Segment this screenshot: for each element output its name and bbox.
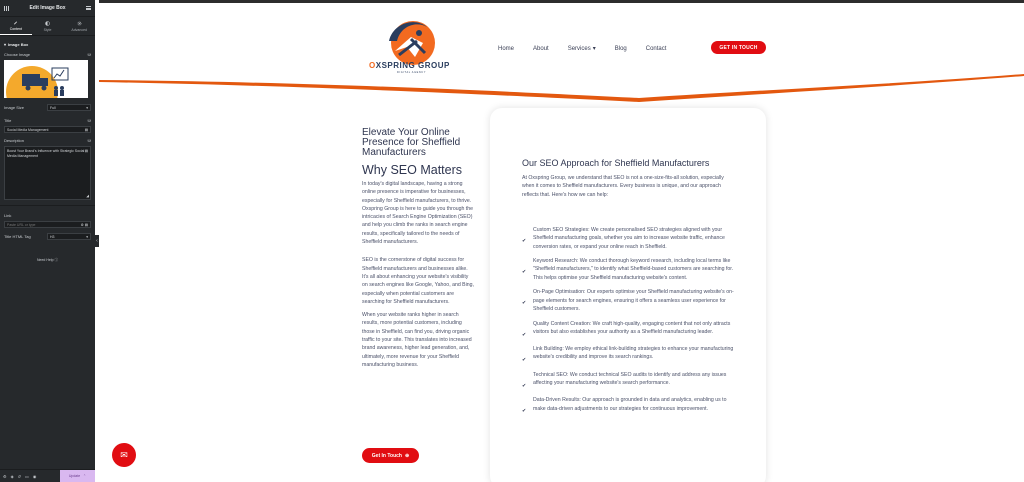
description-label: Description	[4, 138, 25, 143]
list-item-text: Data-Driven Results: Our approach is grounded in data and analytics, enabling us to make data-driven adjustments to our strategies for continuous improvement.	[533, 397, 727, 412]
nav-contact[interactable]: Contact	[645, 45, 667, 52]
panel-tabs	[0, 17, 95, 36]
list-item	[522, 288, 737, 313]
section-subheading: Why SEO Matters	[362, 163, 463, 177]
chat-widget-button[interactable]	[112, 443, 136, 467]
description-textarea[interactable]	[4, 146, 91, 200]
menu-icon[interactable]	[86, 6, 91, 10]
responsive-icon[interactable]: ▭	[25, 473, 29, 479]
title-label: Title	[4, 118, 12, 123]
section-title: Image Box	[8, 42, 29, 47]
list-item-text: Custom SEO Strategies: We create personalised SEO strategies aligned with your Sheffield manufacturing goals, whether you aim to increase website traffic, enhance conversion rates, or expand your online reach in Sheffield.	[533, 227, 725, 250]
need-help-label: Need Help	[36, 258, 54, 262]
intro-paragraph: When your website ranks higher in search results, more potential customers, including those in Sheffield, can find you, driving organic traffic to your site. This translates into increased brand awareness, higher lead generation, and, ultimately, more revenue for your Sheffield manufacturing business.	[362, 312, 472, 368]
list-item-text: Technical SEO: We conduct technical SEO audits to identify and address any issues affecting your manufacturing website's search performance.	[533, 371, 727, 387]
list-item-text: Keyword Research: We conduct thorough keyword research, including local terms like "Sheffield manufacturers," to identify what Sheffield-based customers are searching for. This helps optimise your Sheffield manufacturing website's content.	[533, 258, 734, 281]
check-circle-icon: ✔	[522, 269, 527, 276]
list-item-text: On-Page Optimisation: Our experts optimise your Sheffield manufacturing website's on-page elements for search engines, ensuring it offers a seamless user experience for Sheffield customers.	[533, 289, 734, 312]
link-label: Link	[4, 213, 12, 218]
tab-advanced[interactable]	[63, 17, 95, 35]
list-item	[522, 371, 737, 390]
site-preview	[99, 0, 1024, 482]
list-item	[522, 226, 737, 251]
image-size-label: Image Size	[4, 105, 25, 110]
editor-panel	[0, 0, 95, 482]
chevron-down-icon: ▾	[86, 105, 88, 110]
title-tag-row	[0, 231, 95, 242]
layers-icon[interactable]: ◈	[10, 473, 14, 479]
panel-title: Edit Image Box	[29, 5, 66, 11]
image-size-select[interactable]	[47, 104, 91, 111]
list-item	[522, 396, 737, 415]
check-circle-icon: ✔	[522, 300, 527, 307]
orange-swoosh-divider	[99, 68, 1024, 108]
section-toggle[interactable]	[0, 36, 95, 50]
get-in-touch-button[interactable]: GET IN TOUCH	[711, 41, 766, 54]
image-size-value: Full	[50, 105, 56, 110]
description-value: Boost Your Brand's Influence with Strategic Social Media Management	[7, 149, 85, 158]
panel-header	[0, 0, 95, 17]
panel-footer	[0, 469, 95, 482]
check-circle-icon: ✔	[522, 382, 527, 389]
dynamic-tags-icon[interactable]: ⛁	[87, 52, 91, 57]
dynamic-tags-icon[interactable]: ⛁	[87, 118, 91, 123]
button-label: Get In Touch	[371, 452, 402, 459]
list-item	[522, 345, 737, 364]
tab-label: Advanced	[71, 27, 87, 32]
link-row	[0, 211, 95, 220]
database-icon[interactable]: ▤	[84, 149, 88, 153]
get-in-touch-button-secondary[interactable]	[362, 448, 419, 463]
resize-handle-icon[interactable]: ◢	[86, 194, 89, 198]
title-tag-value: H3	[50, 234, 55, 239]
tab-label: Content	[9, 27, 22, 31]
nav-about[interactable]: About	[533, 45, 549, 52]
chevron-down-icon: ▾	[86, 234, 88, 239]
seo-approach-card	[490, 108, 766, 482]
section-heading: Elevate Your Online Presence for Sheffield Manufacturers	[362, 127, 461, 158]
check-circle-icon: ✔	[522, 408, 527, 415]
image-size-row	[0, 102, 95, 113]
half-circle-icon	[45, 21, 50, 26]
list-item-text: Quality Content Creation: We craft high-quality, engaging content that not only attracts visitors but also establishes your authority as a Sheffield manufacturing leader.	[533, 320, 731, 335]
delivery-illustration-icon	[4, 60, 88, 98]
link-input[interactable]	[4, 221, 91, 228]
logo-letter: O	[369, 61, 376, 70]
link-placeholder: Paste URL or type	[7, 222, 36, 227]
card-title: Our SEO Approach for Sheffield Manufacturers	[522, 158, 710, 168]
history-icon[interactable]: ↺	[17, 473, 22, 479]
title-input[interactable]	[4, 126, 91, 133]
list-item	[522, 257, 737, 282]
update-button[interactable]	[60, 470, 95, 482]
widgets-grid-icon[interactable]	[4, 6, 9, 11]
check-circle-icon: ✔	[522, 238, 527, 244]
tab-style[interactable]	[32, 17, 64, 35]
list-item	[522, 320, 737, 339]
intro-column	[362, 128, 474, 369]
chevron-up-icon: ⌃	[83, 474, 87, 478]
nav-services[interactable]	[568, 45, 596, 52]
nav-services-label: Services	[567, 45, 591, 52]
logo-word: XSPRING GROUP	[375, 61, 450, 70]
database-icon[interactable]: ▤	[84, 127, 88, 132]
mail-icon: ✉	[120, 449, 128, 460]
image-preview[interactable]	[4, 60, 88, 98]
card-intro: At Oxspring Group, we understand that SEO is not a one-size-fits-all solution, especially when it comes to Sheffield manufacturers. Every business is unique, and our approach reflects that. Here's how we can help:	[522, 175, 724, 198]
caret-down-icon: ▾	[592, 46, 596, 52]
approach-list	[522, 226, 737, 422]
logo-tagline: DIGITAL AGENCY	[397, 71, 426, 74]
arrow-circle-icon: ⊕	[404, 452, 410, 459]
settings-icon[interactable]: ⚙	[3, 473, 7, 479]
update-label: Update	[68, 474, 81, 478]
intro-paragraph: In today's digital landscape, having a strong online presence is imperative for businesses, especially for Sheffield manufacturers, to thrive. Oxspring Group is here to guide you through the intricacies of Search Engine Optimization (SEO) and help you climb the ranks in search engine results, specifically tailored to the needs of Sheffield manufacturers.	[362, 181, 474, 246]
choose-image-label: Choose Image	[4, 52, 31, 57]
title-tag-select[interactable]	[47, 233, 91, 240]
dynamic-tags-icon[interactable]: ⛁	[87, 138, 91, 143]
intro-paragraph: SEO is the cornerstone of digital success for Sheffield manufacturers and businesses alike. It's all about enhancing your website's visibility on search engines like Google, Yahoo, and Bing, especially when potential customers are searching for Sheffield manufacturers.	[362, 257, 474, 305]
need-help-link[interactable]	[0, 258, 95, 263]
link-options-icons[interactable]: ⚙ ▤	[80, 222, 88, 227]
tab-content[interactable]	[0, 17, 32, 35]
nav-blog[interactable]: Blog	[614, 45, 627, 52]
caret-down-icon: ▾	[4, 42, 7, 47]
pencil-icon	[13, 20, 18, 25]
title-tag-label: Title HTML Tag	[4, 234, 31, 239]
nav-home[interactable]: Home	[498, 45, 515, 52]
gear-icon	[77, 21, 82, 26]
tab-label: Style	[43, 27, 52, 32]
title-input-value: Social Media Management	[7, 127, 49, 132]
divider	[0, 205, 95, 206]
check-circle-icon: ✔	[522, 357, 527, 364]
description-row	[0, 136, 95, 145]
main-nav	[498, 45, 666, 52]
collapse-panel-handle[interactable]: ‹	[95, 235, 99, 247]
choose-image-row	[0, 50, 95, 59]
preview-icon[interactable]: ◉	[32, 473, 37, 479]
list-item-text: Link Building: We employ ethical link-building strategies to enhance your manufacturing website's credibility and improve its search rankings.	[533, 346, 734, 361]
check-circle-icon: ✔	[522, 331, 527, 338]
title-row	[0, 116, 95, 125]
help-circle-icon: ⓘ	[54, 258, 59, 262]
